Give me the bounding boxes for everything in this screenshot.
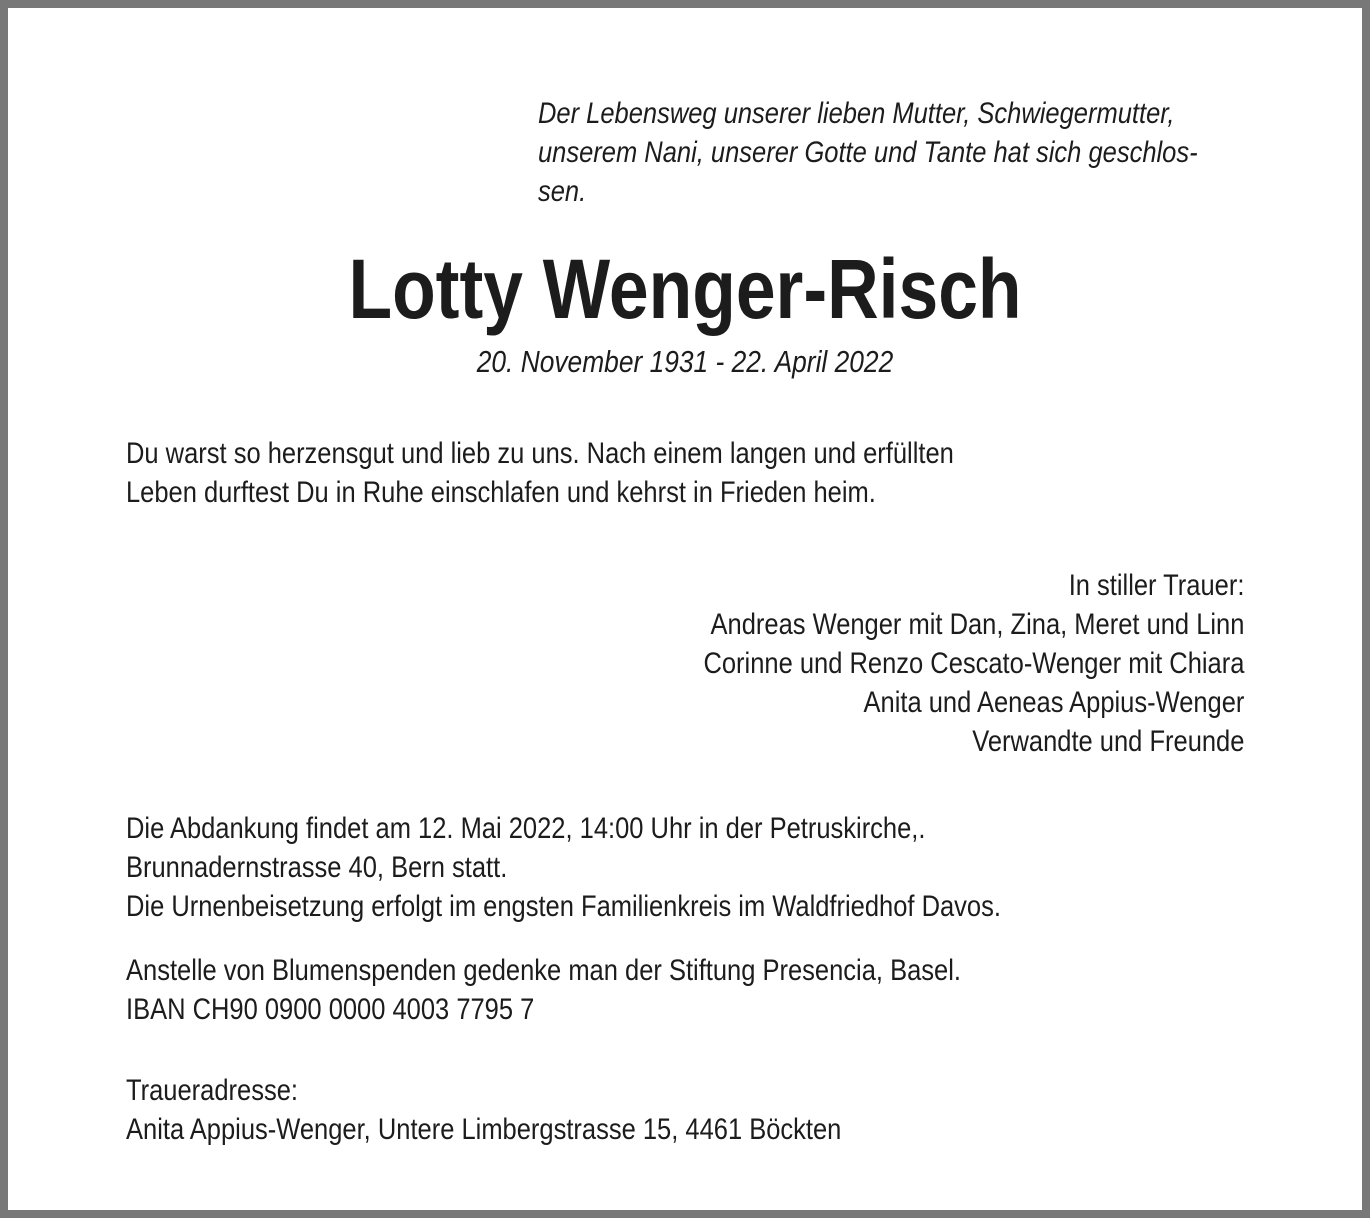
intro-text <box>538 94 1198 211</box>
mourner-line: Verwandte und Freunde <box>971 725 1244 758</box>
address-line: Anita Appius-Wenger, Untere Limbergstrasse 15, 4461 Böckten <box>126 1113 842 1146</box>
service-line: Die Abdankung findet am 12. Mai 2022, 14:00 Uhr in der Petruskirche,. <box>126 812 926 845</box>
donation-iban: IBAN CH90 0900 0000 4003 7795 7 <box>126 993 535 1026</box>
service-info <box>126 809 1001 926</box>
donation-info <box>126 951 961 1029</box>
donation-line: Anstelle von Blumenspenden gedenke man der Stiftung Presencia, Basel. <box>126 954 961 987</box>
intro-line: unserem Nani, unserer Gotte und Tante hat sich geschlos- <box>538 136 1198 169</box>
deceased-name: Lotty Wenger-Risch <box>348 242 1022 336</box>
service-line: Die Urnenbeisetzung erfolgt im engsten Familienkreis im Waldfriedhof Davos. <box>126 890 1001 923</box>
tribute-line: Leben durftest Du in Ruhe einschlafen und kehrst in Frieden heim. <box>126 476 876 509</box>
mourner-line: Corinne und Renzo Cescato-Wenger mit Chiara <box>703 647 1244 680</box>
intro-line: sen. <box>538 175 587 208</box>
service-line: Brunnadernstrasse 40, Bern statt. <box>126 851 508 884</box>
address-heading: Traueradresse: <box>126 1074 298 1107</box>
life-dates: 20. November 1931 - 22. April 2022 <box>476 344 894 379</box>
mourning-address <box>126 1071 841 1149</box>
mourners-list <box>703 566 1244 761</box>
tribute-line: Du warst so herzensgut und lieb zu uns. Nach einem langen und erfüllten <box>126 437 954 470</box>
intro-line: Der Lebensweg unserer lieben Mutter, Schwiegermutter, <box>538 97 1175 130</box>
mourner-line: Andreas Wenger mit Dan, Zina, Meret und Linn <box>710 608 1244 641</box>
tribute-text <box>126 434 954 512</box>
mourner-line: Anita und Aeneas Appius-Wenger <box>863 686 1244 719</box>
mourners-heading: In stiller Trauer: <box>1068 569 1244 602</box>
